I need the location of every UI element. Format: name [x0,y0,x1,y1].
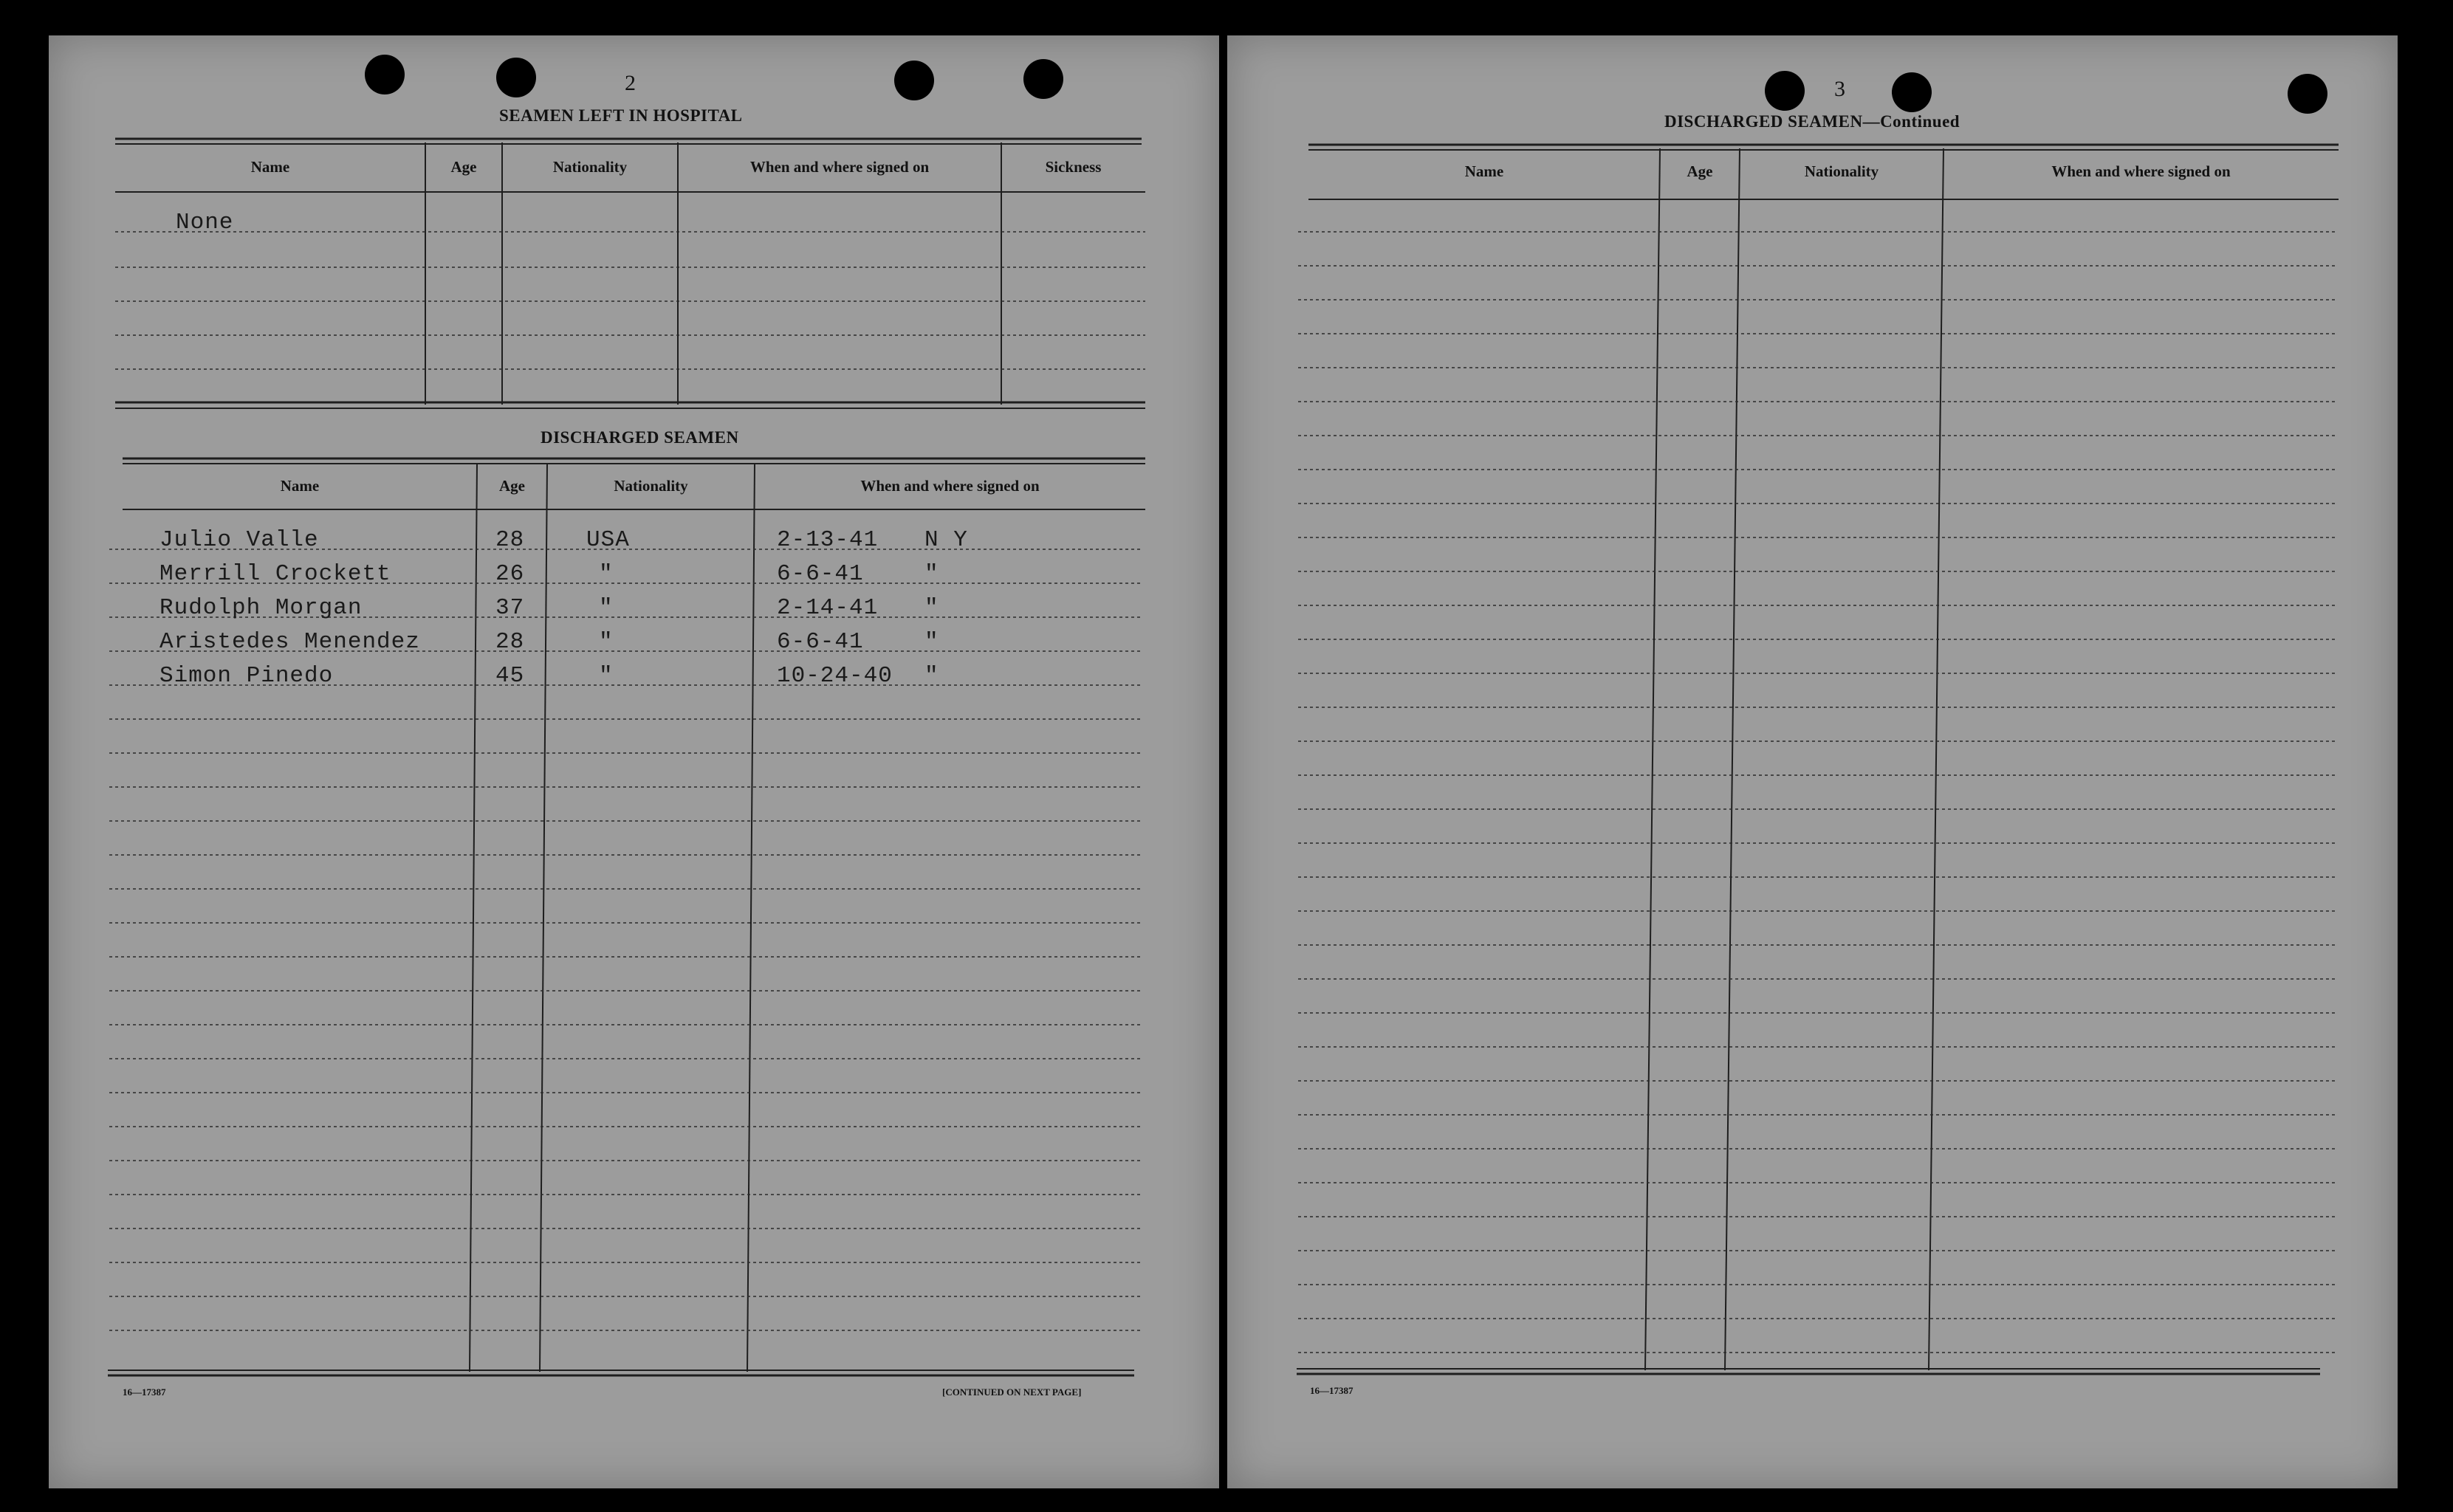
hospital-header-signed: When and where signed on [749,158,930,176]
row-nationality: " [599,663,614,689]
row-date: 6-6-41 [777,561,864,587]
row-age: 26 [495,561,525,587]
discharged-continued-title: DISCHARGED SEAMEN—Continued [1664,112,1960,131]
row-date: 2-13-41 [777,527,879,553]
right-header-nationality: Nationality [1804,162,1879,180]
discharged-header-nationality: Nationality [614,477,688,495]
right-page [1227,35,2398,1488]
discharged-table-rules [49,35,1219,1488]
right-header-signed: When and where signed on [2051,162,2231,180]
row-nationality: " [599,595,614,621]
hospital-header-age: Age [450,158,477,176]
row-age: 28 [495,629,525,655]
left-page [49,35,1219,1488]
row-age: 28 [495,527,525,553]
page-number: 2 [625,71,636,95]
row-nationality: " [599,629,614,655]
row-place: " [924,629,939,655]
row-date: 2-14-41 [777,595,879,621]
hospital-entry: None [176,210,234,236]
row-nationality: " [599,561,614,587]
row-name: Julio Valle [159,527,319,553]
right-header-age: Age [1687,162,1713,180]
page-number: 3 [1834,77,1845,101]
row-date: 6-6-41 [777,629,864,655]
row-name: Simon Pinedo [159,663,334,689]
row-place: " [924,595,939,621]
form-number: 16—17387 [1310,1385,1354,1396]
discharged-header-age: Age [499,477,525,495]
hospital-header-nationality: Nationality [552,158,628,176]
row-age: 37 [495,595,525,621]
row-place: " [924,561,939,587]
row-name: Rudolph Morgan [159,595,363,621]
row-age: 45 [495,663,525,689]
hospital-header-name: Name [250,158,290,176]
hospital-section-title: SEAMEN LEFT IN HOSPITAL [499,106,743,125]
row-name: Merrill Crockett [159,561,391,587]
continued-note: [CONTINUED ON NEXT PAGE] [942,1386,1082,1398]
discharged-section-title: DISCHARGED SEAMEN [541,428,739,447]
right-header-name: Name [1464,162,1504,180]
right-table-rules [1227,35,2398,1488]
row-name: Aristedes Menendez [159,629,420,655]
discharged-header-signed: When and where signed on [860,477,1040,495]
row-nationality: USA [586,527,630,553]
form-number: 16—17387 [123,1386,166,1398]
row-place: N Y [924,527,968,553]
row-date: 10-24-40 [777,663,893,689]
discharged-header-name: Name [280,477,320,495]
hospital-header-sickness: Sickness [1045,158,1102,176]
row-place: " [924,663,939,689]
